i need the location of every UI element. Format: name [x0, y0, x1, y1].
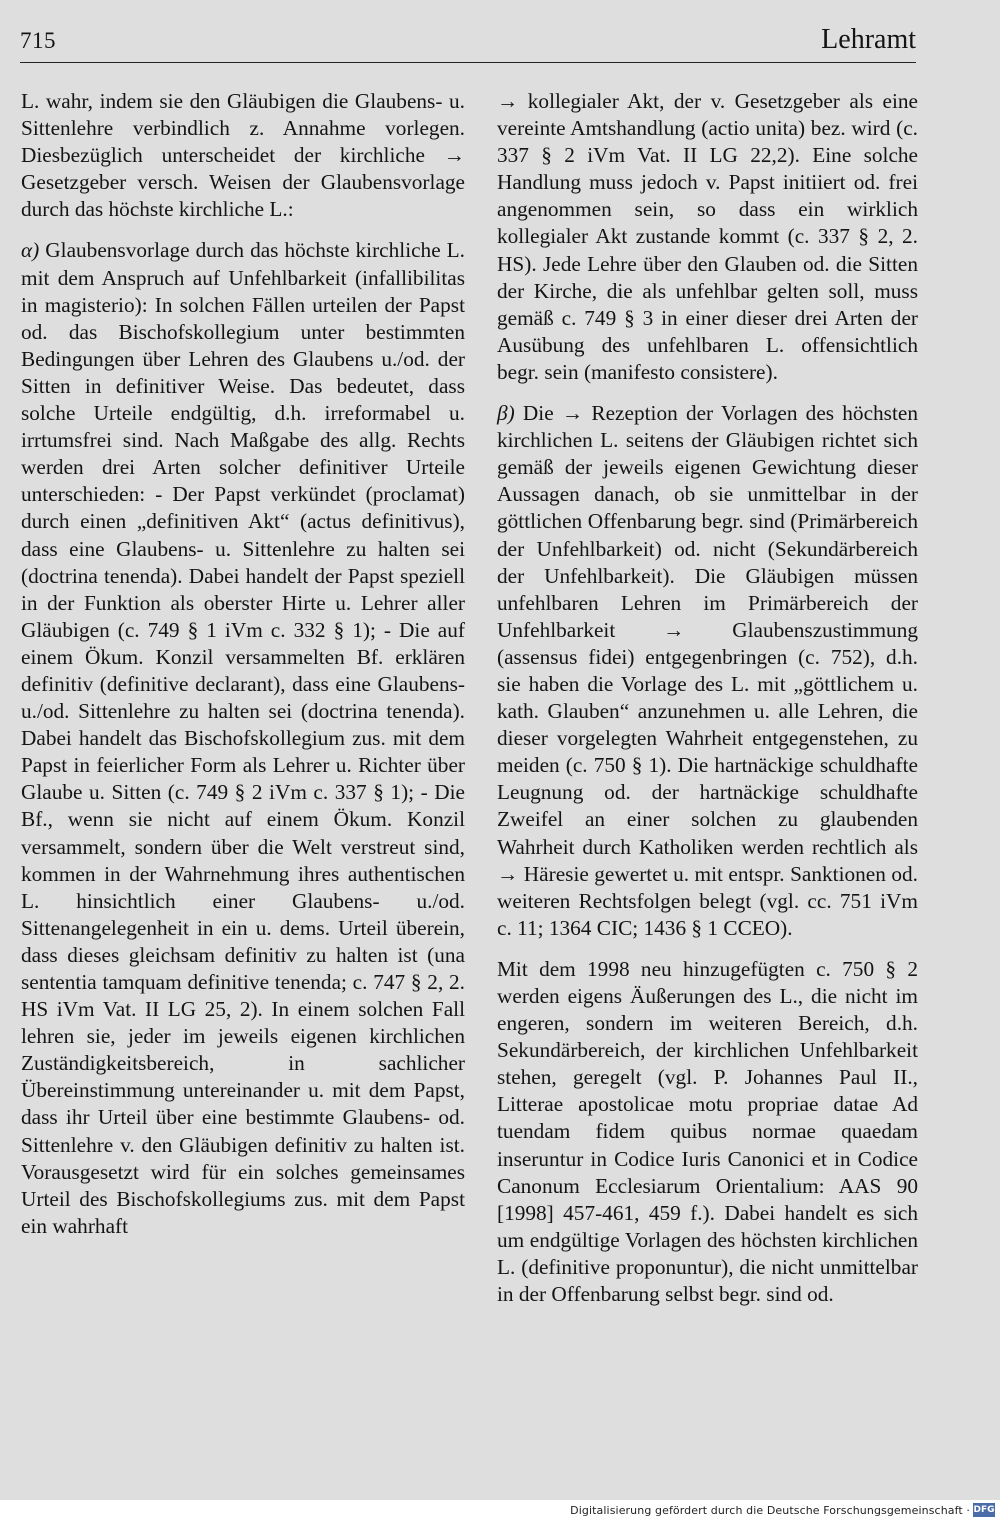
- page-number: 715: [20, 28, 56, 53]
- dfg-logo-icon: DFG: [973, 1505, 995, 1515]
- running-head: Lehramt: [821, 24, 916, 55]
- paragraph-alpha: [21, 237, 465, 1239]
- paragraph-1998: Mit dem 1998 neu hinzugefügten c. 750 § 2 werden eigens Äußerungen des L., die nicht im engeren, sondern im weiteren Bereich, d.h. Sekundärbereich, der kirchlichen Unfehlbarkeit stehen, geregelt (vgl. P. Johannes Paul II., Litterae apostolicae motu propriae datae Ad tuendam fidem quibus normae quaedam inseruntur in Codice Iuris Canonici et in Codice Canonum Ecclesiarum Orientalium: AAS 90 [1998] 457-461, 459 f.). Dabei handelt es sich um endgültige Vorlagen des höchsten kirchlichen L. (definitive proponuntur), die nicht unmittelbar in der Offenbarung selbst begr. sind od.: [497, 956, 918, 1307]
- paragraph-alpha-text: Glaubensvorlage durch das höchste kirchliche L. mit dem Anspruch auf Unfehlbarkeit (infallibilitas in magisterio): In solchen Fällen urteilen der Papst od. das Bischofskollegium unter bestimmten Bedingungen über Lehren des Glaubens u./od. der Sitten in definitiver Weise. Das bedeutet, dass solche Urteile endgültig, d.h. irreformabel u. irrtumsfrei sind. Nach Maßgabe des allg. Rechts werden drei Arten solcher definitiver Urteile unterschieden: - Der Papst verkündet (proclamat) durch einen „definitiven Akt“ (actus definitivus), dass eine Glaubens- u. Sittenlehre zu halten sei (doctrina tenenda). Dabei handelt der Papst speziell in der Funktion als oberster Hirte u. Lehrer aller Gläubigen (c. 749 § 1 iVm c. 332 § 1); - Die auf einem Ökum. Konzil versammelten Bf. erklären definitiv (definitive declarant), dass eine Glaubens- u./od. Sittenlehre zu halten sei (doctrina tenenda). Dabei handelt das Bischofskollegium zus. mit dem Papst in feierlicher Form als Lehrer u. Richter über Glaube u. Sitten (c. 749 § 2 iVm c. 337 § 1); - Die Bf., wenn sie nicht auf einem Ökum. Konzil versammelt, sondern über die Welt verstreut sind, kommen in der Wahrnehmung ihres authentischen L. hinsichtlich einer Glaubens- u./od. Sittenangelegenheit in ein u. dems. Urteil überein, dass dieses gleichsam definitiv zu halten ist (una sententia tamquam definitive tenenda; c. 747 § 2, 2. HS iVm Vat. II LG 25, 2). In einem solchen Fall lehren sie, jeder im jeweils eigenen kirchlichen Zuständigkeitsbereich, in sachlicher Übereinstimmung untereinander u. mit dem Papst, dass ihr Urteil über eine bestimmte Glaubens- od. Sittenlehre v. den Gläubigen definitiv zu halten ist. Vorausgesetzt wird für ein solches gemeinsames Urteil des Bischofskollegiums zus. mit dem Papst ein wahrhaft: [21, 238, 465, 1238]
- header-rule: [20, 62, 916, 63]
- page-header: [20, 22, 916, 66]
- paragraph-continuation: → kollegialer Akt, der v. Gesetzgeber als eine vereinte Amtshandlung (actio unita) bez. wird (c. 337 § 2 iVm Vat. II LG 22,2). Eine solche Handlung muss jedoch v. Papst initiiert od. frei angenommen sein, so dass ein wirklich kollegialer Akt zustande kommt (c. 337 § 2, 2. HS). Jede Lehre über den Glauben od. die Sitten der Kirche, die als unfehlbar gelten soll, muss gemäß c. 749 § 3 in einer dieser drei Arten der Ausübung des unfehlbaren L. offensichtlich begr. sein (manifesto consistere).: [497, 89, 918, 384]
- item-marker-alpha: α): [21, 238, 40, 263]
- left-column: [21, 88, 465, 1254]
- paragraph-beta-text: Die → Rezeption der Vorlagen des höchsten kirchlichen L. seitens der Gläubigen richtet sich gemäß der jeweils eigenen Gewichtung dieser Aussagen danach, ob sie unmittelbar in der göttlichen Offenbarung begr. sind (Primärbereich der Unfehlbarkeit) od. nicht (Sekundärbereich der Unfehlbarkeit). Die Gläubigen müssen unfehlbaren Lehren im Primärbereich der Unfehlbarkeit → Glaubenszustimmung (assensus fidei) entgegenbringen (c. 752), d.h. sie haben die Vorlage des L. mit „göttlichem u. kath. Glauben“ anzunehmen u. alle Lehren, die dieser vorgelegten Wahrheit entgegenstehen, zu meiden (c. 750 § 1). Die hartnäckige schuldhafte Leugnung od. der hartnäckige schuldhafte Zweifel an einer solchen zu glaubenden Wahrheit durch Katholiken werden rechtlich als → Häresie gewertet u. mit entspr. Sanktionen od. weiteren Rechtsfolgen belegt (vgl. cc. 751 iVm c. 11; 1364 CIC; 1436 § 1 CCEO).: [497, 401, 918, 940]
- right-column: [497, 88, 918, 1322]
- item-marker-beta: β): [497, 401, 515, 426]
- paragraph-intro: L. wahr, indem sie den Gläubigen die Glaubens- u. Sittenlehre verbindlich z. Annahme vorlegen. Diesbezüglich unterscheidet der kirchliche → Gesetzgeber versch. Weisen der Glaubensvorlage durch das höchste kirchliche L.:: [21, 89, 465, 222]
- paragraph-beta: [497, 400, 918, 942]
- digitization-credit: Digitalisierung gefördert durch die Deutsche Forschungsgemeinschaft ·: [570, 1504, 970, 1517]
